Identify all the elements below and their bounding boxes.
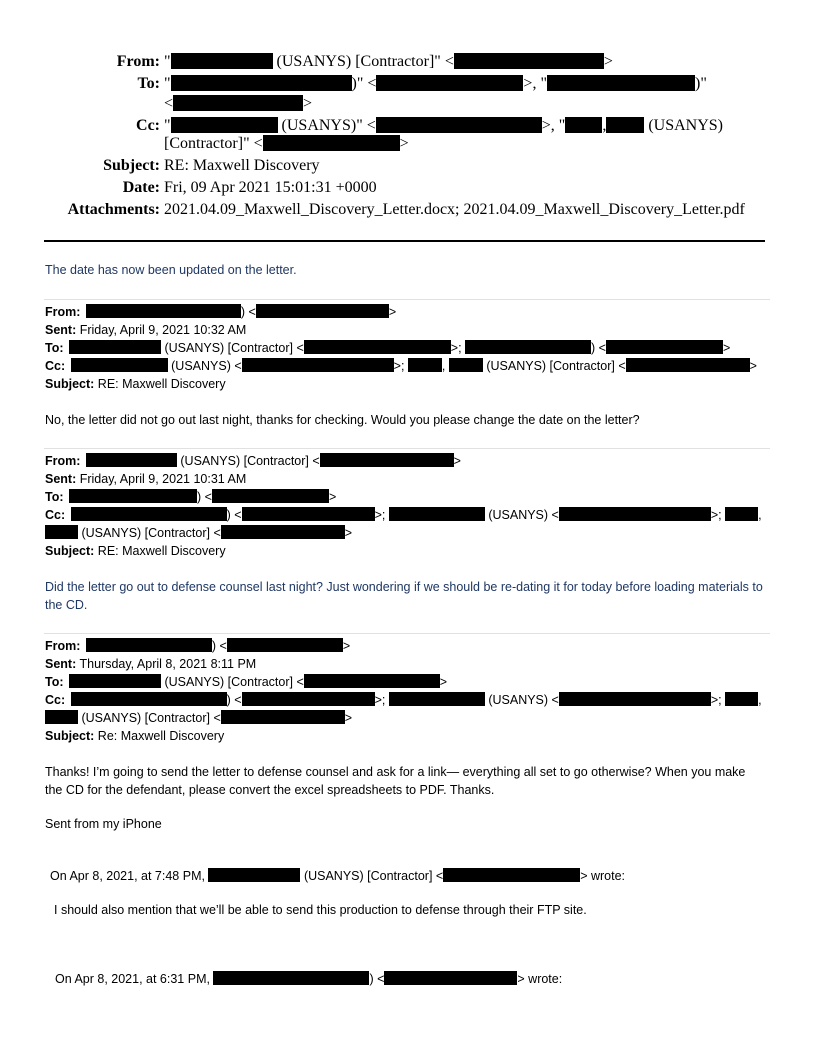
email1-to-label: To: (45, 341, 64, 355)
email3-cc-cont (45, 709, 352, 727)
header-subject-label: Subject: (103, 157, 160, 174)
redaction-block (376, 117, 542, 133)
email-separator (44, 448, 770, 449)
email2-cc (45, 506, 762, 524)
email3-sent (45, 655, 256, 673)
email1-cc-text-b: >; (393, 359, 405, 373)
header-attachments-label: Attachments: (67, 201, 160, 218)
redaction-block (547, 75, 695, 91)
email2-subject (45, 542, 226, 560)
redaction-block (171, 53, 273, 69)
email3-signature: Sent from my iPhone (45, 817, 162, 831)
redaction-block (45, 710, 78, 724)
email1-to-text-d: > (722, 341, 731, 355)
redaction-block (389, 692, 485, 706)
email3-from (45, 637, 350, 655)
redaction-block (86, 304, 241, 318)
quote2-mid: ) < (369, 972, 385, 986)
redaction-block (227, 638, 343, 652)
redaction-block (389, 507, 485, 521)
redaction-block (242, 507, 375, 521)
redaction-block (221, 710, 345, 724)
header-attachments-value[interactable]: 2021.04.09_Maxwell_Discovery_Letter.docx; 2021.04.09_Maxwell_Discovery_Letter.pdf (164, 201, 745, 218)
quote1-mid: (USANYS) [Contractor] < (303, 869, 444, 883)
header-subject-value: RE: Maxwell Discovery (164, 157, 320, 174)
email1-to-text-b: >; (450, 341, 462, 355)
email2-to-label: To: (45, 490, 64, 504)
email2-from-text-b: > (453, 454, 461, 468)
header-cc-text-d: , (602, 117, 607, 134)
email2-body: Did the letter go out to defense counsel last night? Just wondering if we should be re-dating it for today before loading materials to the CD. (45, 580, 763, 612)
quote1-attribution (50, 867, 625, 885)
email1-subject (45, 375, 226, 393)
header-to-label: To: (137, 75, 160, 92)
email1-cc-text-a: (USANYS) < (171, 359, 242, 373)
header-cc-text-c: >, " (541, 117, 566, 134)
header-cc-label: Cc: (136, 117, 160, 134)
email3-from-text-a: ) < (211, 639, 227, 653)
header-cc-text-a: " (164, 117, 171, 134)
header-to-text-d: )" (694, 75, 707, 92)
email2-cc-cont (45, 524, 352, 542)
header-cc-value (164, 116, 723, 136)
email2-cc-text-f: (USANYS) [Contractor] < (81, 526, 221, 540)
email3-to (45, 673, 447, 691)
email3-cc-text-f: (USANYS) [Contractor] < (81, 711, 221, 725)
email3-cc-text-a: ) < (226, 693, 242, 707)
quote1-body: I should also mention that we’ll be able to send this production to defense through their FTP site. (54, 903, 587, 917)
email2-to-text-a: ) < (197, 490, 212, 504)
email1-sent-value: Friday, April 9, 2021 10:32 AM (79, 323, 247, 337)
redaction-block (213, 971, 369, 985)
header-to-text-c: >, " (523, 75, 547, 92)
email1-from (45, 303, 396, 321)
email2-sent-value: Friday, April 9, 2021 10:31 AM (79, 472, 247, 486)
redaction-block (71, 358, 168, 372)
email1-to (45, 339, 730, 357)
email3-sent-label: Sent: (45, 657, 77, 671)
redaction-block (725, 692, 758, 706)
redaction-block (304, 340, 451, 354)
header-to-text-f: > (303, 95, 313, 112)
email3-to-text-b: > (439, 675, 448, 689)
quote2-tail: > wrote: (517, 972, 563, 986)
email2-from (45, 452, 461, 470)
redaction-block (725, 507, 758, 521)
email3-cc-text-d: >; (710, 693, 722, 707)
header-divider (44, 240, 765, 242)
email2-cc-label: Cc: (45, 508, 66, 522)
email2-cc-text-e: , (758, 508, 762, 522)
email3-cc-label: Cc: (45, 693, 66, 707)
email3-cc-text-c: (USANYS) < (488, 693, 559, 707)
email2-cc-text-c: (USANYS) < (488, 508, 559, 522)
email2-to-text-b: > (328, 490, 337, 504)
email2-from-label: From: (45, 454, 81, 468)
email1-cc-text-d: (USANYS) [Contractor] < (486, 359, 626, 373)
header-from-text-a: " (164, 53, 171, 70)
redaction-block (465, 340, 591, 354)
header-to-value-cont (164, 94, 312, 114)
email-separator (44, 633, 770, 634)
header-date-value: Fri, 09 Apr 2021 15:01:31 +0000 (164, 179, 377, 196)
quote2-lead: On Apr 8, 2021, at 6:31 PM, (55, 972, 210, 986)
header-to-text-a: " (164, 75, 171, 92)
redaction-block (242, 358, 394, 372)
email1-cc-text-c: , (441, 359, 446, 373)
header-date-label: Date: (122, 179, 160, 196)
redaction-block (384, 971, 517, 985)
redaction-block (45, 525, 78, 539)
redaction-block (173, 95, 303, 111)
redaction-block (263, 135, 400, 151)
email3-cc-text-b: >; (374, 693, 386, 707)
email1-cc (45, 357, 757, 375)
email1-to-text-a: (USANYS) [Contractor] < (164, 341, 304, 355)
header-from-value (164, 52, 613, 72)
email1-sent-label: Sent: (45, 323, 77, 337)
redaction-block (171, 75, 352, 91)
email3-subject-value: Re: Maxwell Discovery (97, 729, 225, 743)
email2-cc-text-d: >; (710, 508, 722, 522)
email3-sent-value: Thursday, April 8, 2021 8:11 PM (79, 657, 257, 671)
email2-subject-value: RE: Maxwell Discovery (97, 544, 226, 558)
header-cc-text-f: [Contractor]" < (164, 135, 263, 152)
redaction-block (559, 507, 711, 521)
email2-cc-text-g: > (344, 526, 353, 540)
redaction-block (408, 358, 442, 372)
email1-from-text-b: > (388, 305, 397, 319)
header-to-value (164, 74, 707, 94)
email2-to (45, 488, 336, 506)
redaction-block (86, 453, 177, 467)
email3-from-label: From: (45, 639, 81, 653)
email2-from-text-a: (USANYS) [Contractor] < (180, 454, 320, 468)
redaction-block (171, 117, 278, 133)
redaction-block (626, 358, 750, 372)
email1-sent (45, 321, 246, 339)
redaction-block (606, 340, 723, 354)
redaction-block (69, 674, 161, 688)
email3-to-label: To: (45, 675, 64, 689)
email3-from-text-b: > (342, 639, 351, 653)
redaction-block (221, 525, 345, 539)
email3-cc-text-e: , (758, 693, 762, 707)
redaction-block (565, 117, 602, 133)
email2-cc-text-b: >; (374, 508, 386, 522)
redaction-block (320, 453, 454, 467)
header-cc-text-g: > (399, 135, 409, 152)
header-cc-text-e: (USANYS) (644, 117, 723, 134)
redaction-block (71, 692, 227, 706)
redaction-block (212, 489, 329, 503)
email1-from-label: From: (45, 305, 81, 319)
redaction-block (86, 638, 212, 652)
email3-subject-label: Subject: (45, 729, 95, 743)
email1-from-text-a: ) < (240, 305, 256, 319)
redaction-block (69, 340, 161, 354)
header-cc-value-cont (164, 134, 409, 154)
email1-subject-label: Subject: (45, 377, 95, 391)
header-from-text-b: (USANYS) [Contractor]" < (272, 53, 454, 70)
redaction-block (443, 868, 580, 882)
email2-cc-text-a: ) < (226, 508, 242, 522)
redaction-block (71, 507, 227, 521)
email3-cc-text-g: > (344, 711, 353, 725)
email2-sent (45, 470, 246, 488)
redaction-block (69, 489, 197, 503)
redaction-block (454, 53, 604, 69)
header-from-text-c: > (603, 53, 613, 70)
email3-body: Thanks! I’m going to send the letter to defense counsel and ask for a link— everything all set to go otherwise? When you make the CD for the defendant, please convert the excel spreadsheets to PDF. Thanks. (45, 765, 746, 797)
redaction-block (449, 358, 483, 372)
redaction-block (208, 868, 300, 882)
header-to-text-e: < (164, 95, 174, 112)
quote1-tail: > wrote: (580, 869, 626, 883)
redaction-block (242, 692, 375, 706)
email1-body: No, the letter did not go out last night, thanks for checking. Would you please change the date on the letter? (45, 413, 640, 427)
email2-sent-label: Sent: (45, 472, 77, 486)
message-latest: The date has now been updated on the letter. (45, 263, 297, 277)
email-separator (44, 299, 770, 300)
header-from-label: From: (116, 53, 160, 70)
header-cc-text-b: (USANYS)" < (277, 117, 376, 134)
email1-cc-label: Cc: (45, 359, 66, 373)
quote2-attribution (55, 970, 562, 988)
email1-subject-value: RE: Maxwell Discovery (97, 377, 226, 391)
redaction-block (606, 117, 644, 133)
email3-to-text-a: (USANYS) [Contractor] < (164, 675, 304, 689)
redaction-block (559, 692, 711, 706)
email1-cc-text-e: > (749, 359, 757, 373)
redaction-block (256, 304, 389, 318)
email3-cc (45, 691, 762, 709)
email2-subject-label: Subject: (45, 544, 95, 558)
header-to-text-b: )" < (351, 75, 377, 92)
redaction-block (376, 75, 523, 91)
quote1-lead: On Apr 8, 2021, at 7:48 PM, (50, 869, 205, 883)
email1-to-text-c: ) < (591, 341, 606, 355)
redaction-block (304, 674, 440, 688)
email3-subject (45, 727, 224, 745)
